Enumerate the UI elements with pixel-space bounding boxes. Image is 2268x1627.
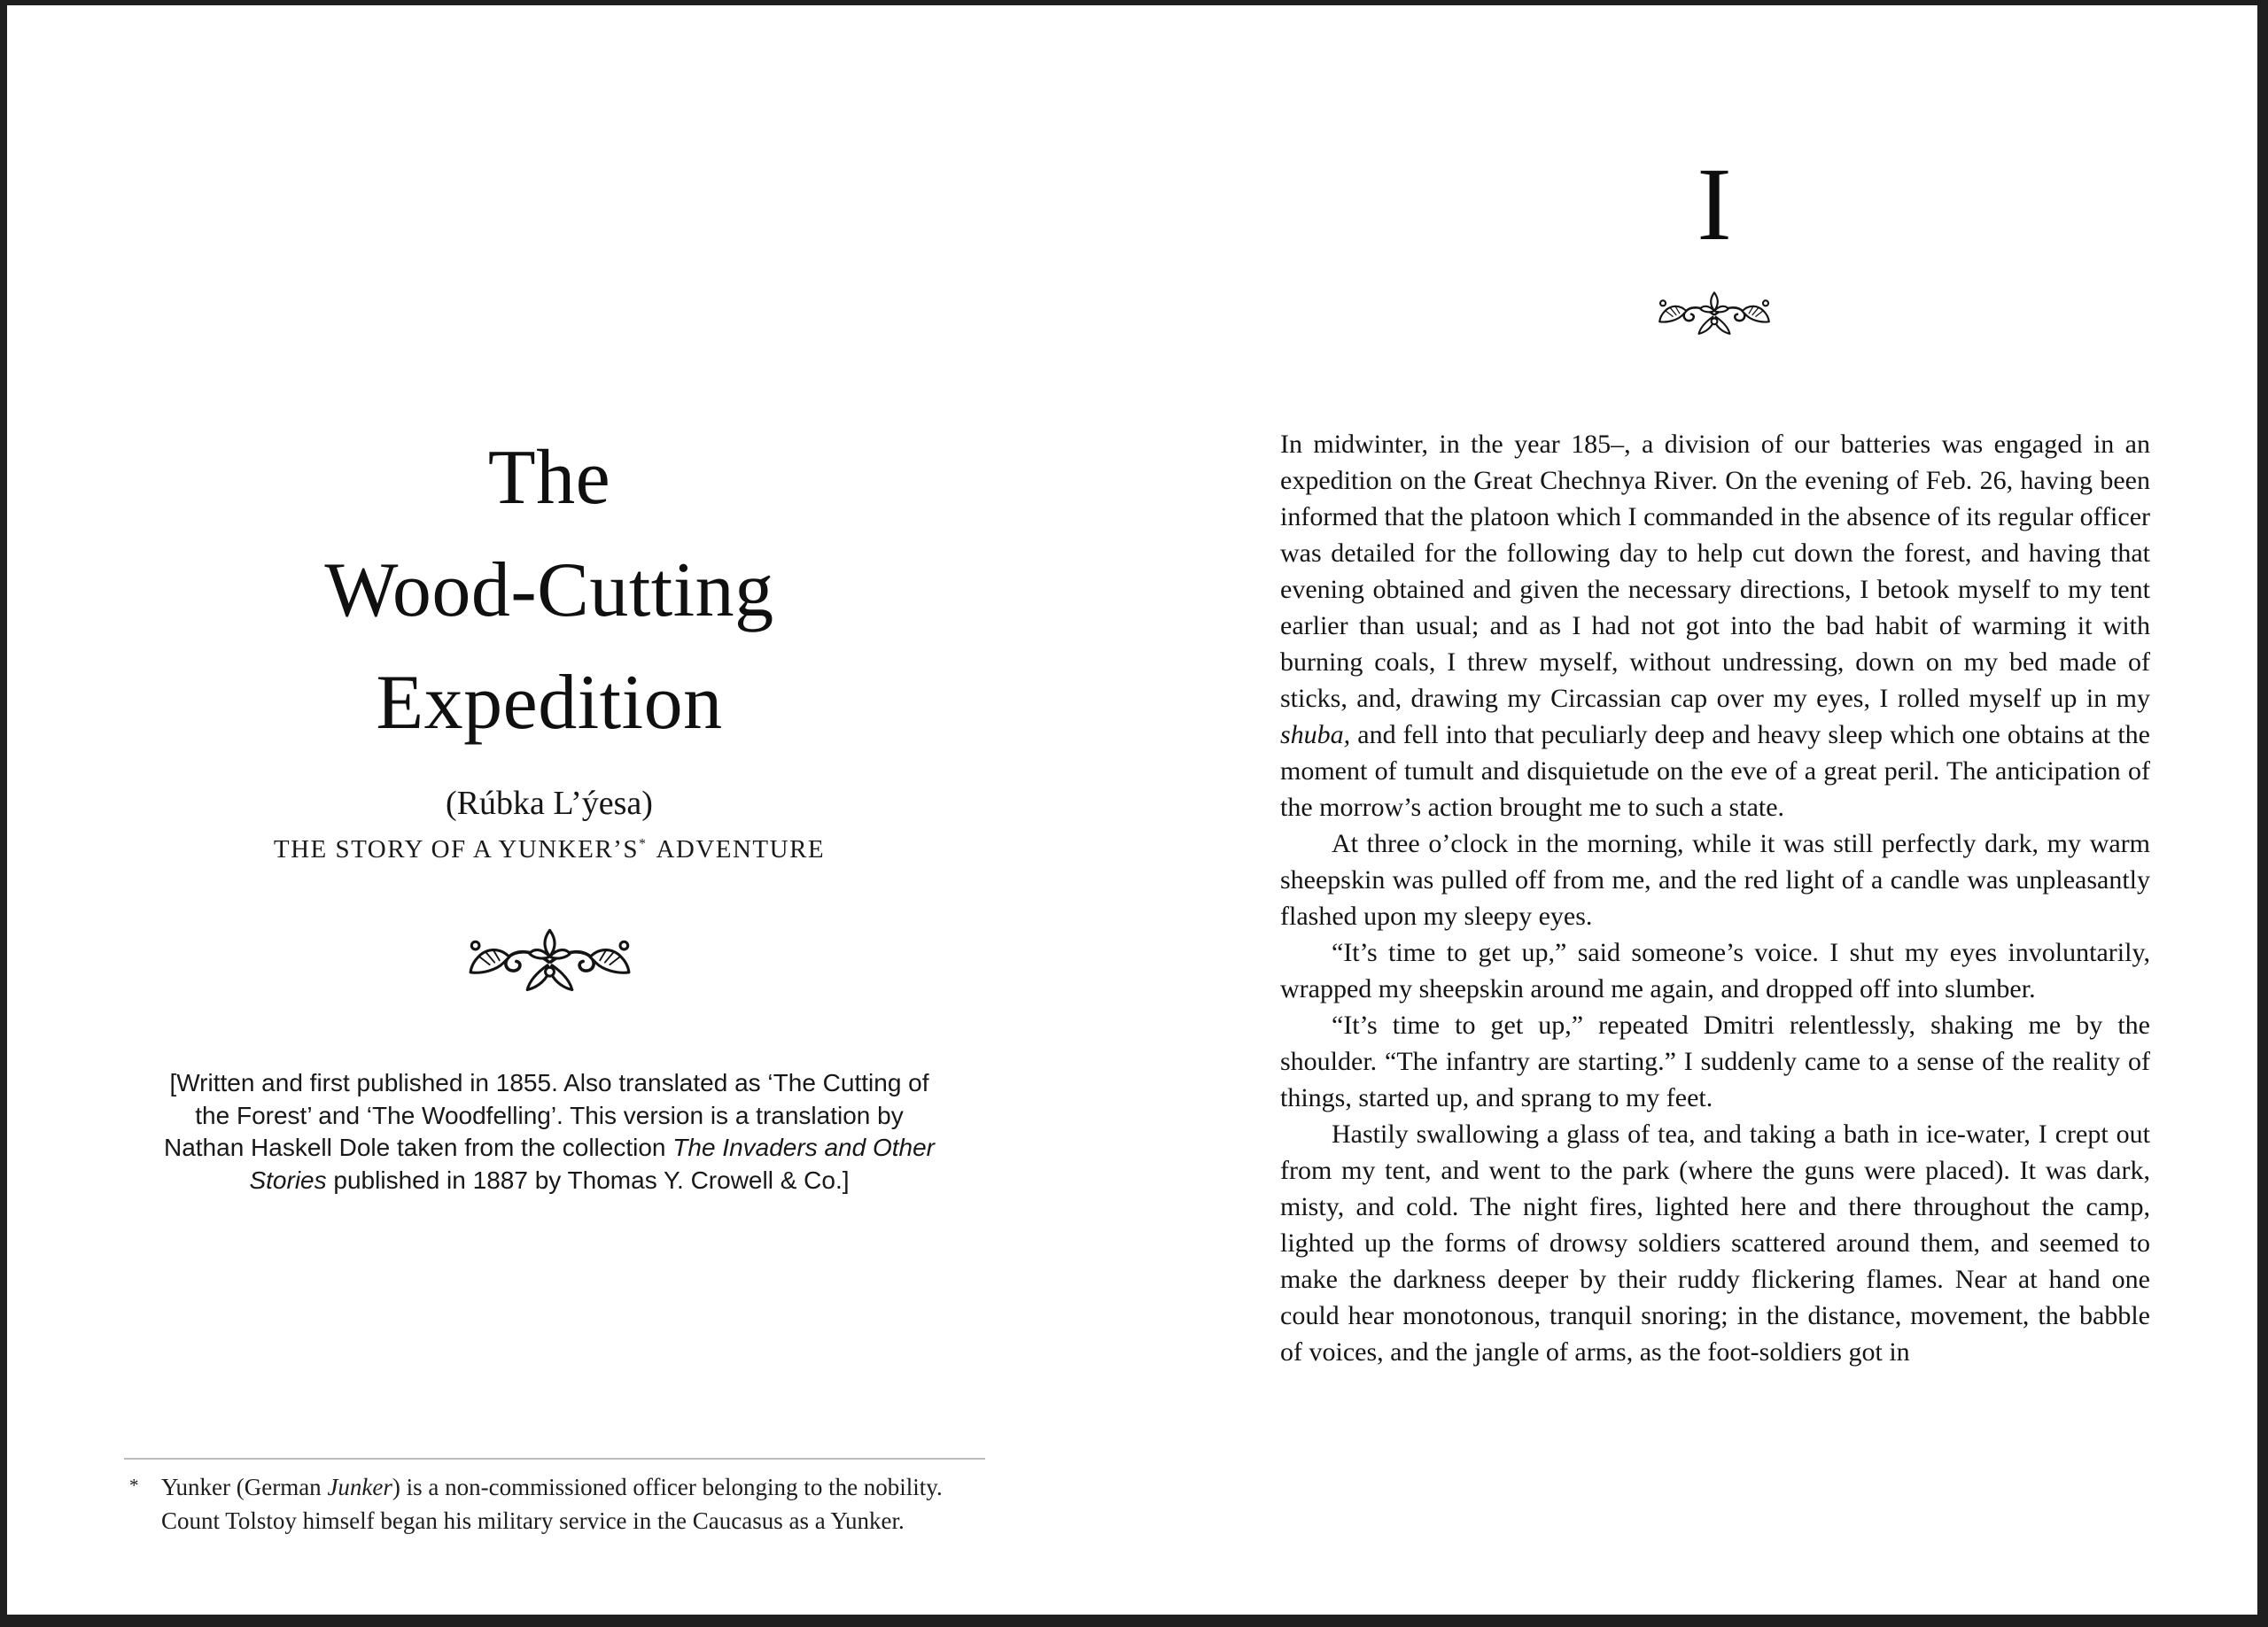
title-page[interactable] — [7, 5, 1134, 1615]
paragraph-text: and fell into that peculiarly deep and heavy sleep which one obtains at the moment of tumult and disquietude on the eve of a great peril. The anticipation of the morrow’s action brought me to such a state. — [1280, 720, 2150, 822]
transliterated-subtitle: (Rúbka L’ýesa) — [446, 785, 653, 822]
footnote-block — [124, 1458, 985, 1538]
footnote-text: ) is a non-commissioned officer belonging to the nobility. Count Tolstoy himself began his military service in the Caucasus as a Yunker. — [161, 1474, 943, 1534]
book-title-line: Expedition — [376, 660, 723, 746]
chapter-text — [1280, 426, 2150, 1524]
footnote-text: Yunker (German — [161, 1474, 328, 1500]
story-subtitle-text: THE STORY OF A YUNKER’S — [273, 835, 639, 864]
paragraph-text: In midwinter, in the year 185–, a division of our batteries was engaged in an expedition on the Great Chechnya River. On the evening of Feb. 26, having been informed that the platoon which I commanded in the absence of its regular officer was detailed for the following day to help cut down the forest, and having that evening obtained and given the necessary directions, I betook myself to my tent earlier than usual; and as I had not got into the bad habit of warming it with burning coals, I threw myself, without undressing, down on my bed made of sticks, and, drawing my Circassian cap over my eyes, I rolled myself up in my — [1280, 430, 2150, 713]
paragraph: At three o’clock in the morning, while it was still perfectly dark, my warm sheepskin was pulled off from me, and the red light of a candle was unpleasantly flashed upon my sleepy eyes. — [1280, 829, 2150, 931]
publication-note-text: published in 1887 by Thomas Y. Crowell & Co.] — [326, 1166, 850, 1194]
footnote-reference[interactable]: * — [638, 836, 648, 852]
publication-note-text: [Written and first published in 1855. Also translated as ‘The Cutting of the Forest’ and ‘The Woodfelling’. This version is a translation by Nathan Haskell Dole taken from the collection — [163, 1069, 929, 1161]
book-title-line: The — [487, 435, 611, 521]
chapter-heading — [1280, 146, 2148, 336]
fleuron-ornament-icon — [468, 926, 632, 993]
publication-note — [158, 1067, 941, 1197]
paragraph: “It’s time to get up,” repeated Dmitri relentlessly, shaking me by the shoulder. “The infantry are starting.” I suddenly came to a sense of the reality of things, started up, and sprang to my feet. — [1280, 1011, 2150, 1112]
paragraph: “It’s time to get up,” said someone’s voice. I shut my eyes involuntarily, wrapped my sheepskin around me again, and dropped off into slumber. — [1280, 938, 2150, 1003]
title-block — [106, 422, 992, 1197]
story-subtitle-text: ADVENTURE — [656, 835, 826, 864]
footnote-marker: * — [129, 1475, 139, 1496]
paragraph: Hastily swallowing a glass of tea, and taking a bath in ice-water, I crept out from my tent, and went to the park (where the guns were placed). It was dark, misty, and cold. The night fires, lighted here and there throughout the camp, lighted up the forms of drowsy soldiers scattered around them, and seemed to make the darkness deeper by their ruddy flickering flames. Near at hand one could hear monotonous, tranquil snoring; in the distance, movement, the babble of voices, and the jangle of arms, as the foot-soldiers got in — [1280, 1120, 2150, 1367]
footnote-italic-word: Junker — [327, 1474, 392, 1500]
chapter-page[interactable] — [1134, 5, 2257, 1615]
fleuron-ornament-icon — [1658, 290, 1771, 336]
story-subtitle — [106, 832, 992, 867]
footnote — [124, 1470, 985, 1538]
paragraph — [1280, 426, 2150, 825]
book-title-line: Wood-Cutting — [324, 547, 774, 633]
collection-title: The Invaders and Other Stories — [249, 1134, 936, 1194]
italic-term: shuba, — [1280, 720, 1351, 749]
footnote-divider — [124, 1458, 985, 1460]
book-title — [106, 422, 992, 759]
chapter-numeral: I — [1697, 146, 1732, 262]
